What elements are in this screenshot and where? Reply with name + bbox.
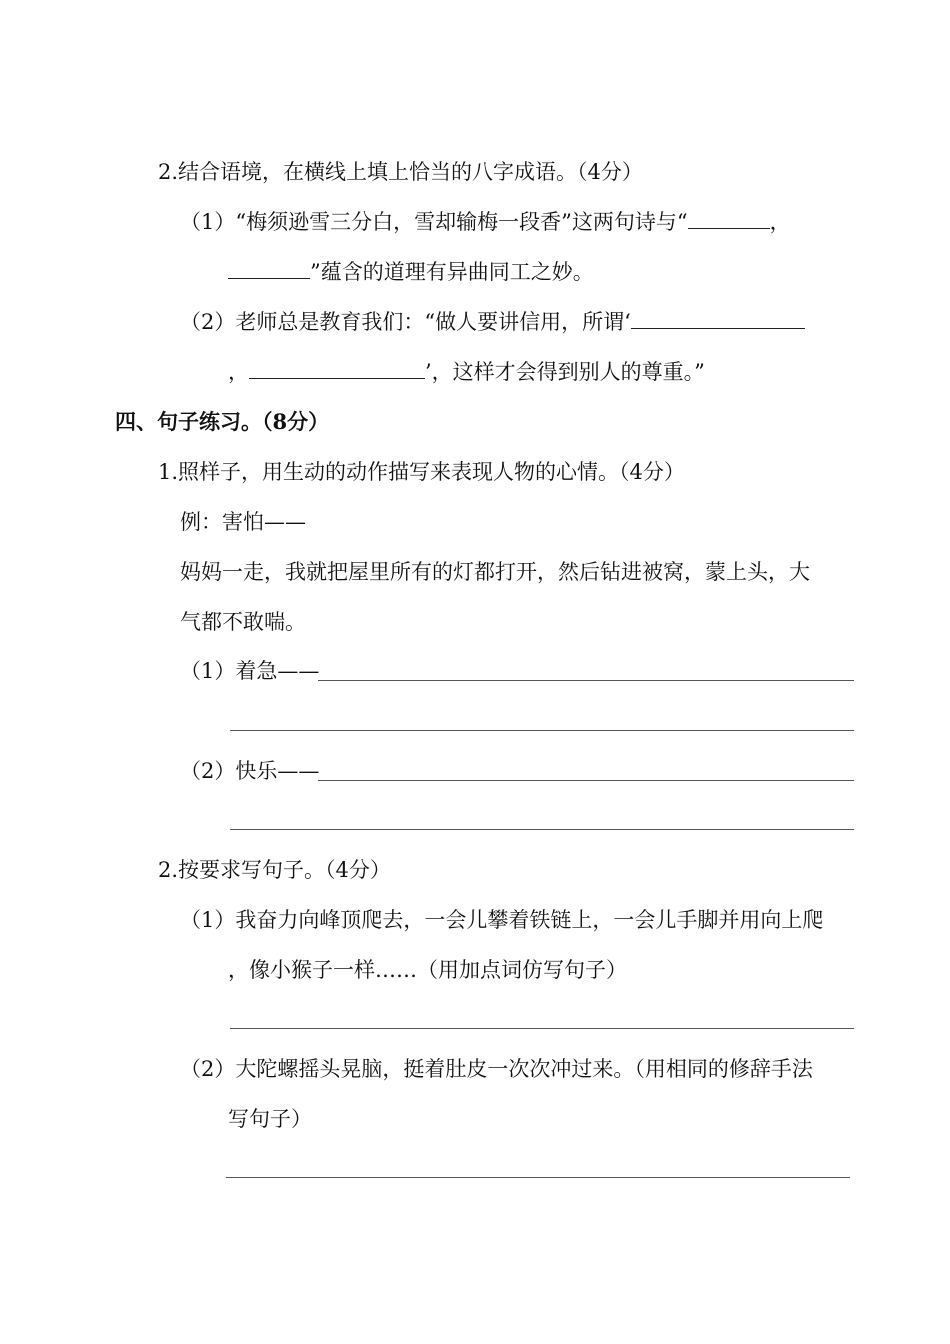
answer-line[interactable] bbox=[226, 1177, 850, 1178]
answer-line[interactable] bbox=[230, 829, 854, 830]
question-title: 2.结合语境，在横线上填上恰当的八字成语。（4分） bbox=[158, 160, 643, 184]
answer-line[interactable] bbox=[318, 680, 854, 681]
part-text: （2）老师总是教育我们：“做人要讲信用，所谓‘ bbox=[180, 310, 631, 334]
question-part-1-line-1 bbox=[180, 207, 791, 237]
fill-blank[interactable] bbox=[631, 310, 805, 329]
fill-blank[interactable] bbox=[249, 360, 425, 379]
answer-line[interactable] bbox=[230, 1028, 854, 1029]
example-text-line-1: 妈妈一走，我就把屋里所有的灯都打开，然后钻进被窝，蒙上头，大 bbox=[180, 560, 810, 584]
part-text: ， bbox=[228, 360, 249, 384]
example-label: 例：害怕—— bbox=[180, 510, 306, 534]
part-text: ， bbox=[769, 210, 791, 234]
answer-item-2-label: （2）快乐—— bbox=[180, 759, 320, 783]
answer-line[interactable] bbox=[230, 730, 854, 731]
answer-item-1-label: （1）着急—— bbox=[180, 659, 320, 683]
question-part-2-line-1 bbox=[180, 307, 805, 337]
question-part-2-line-2 bbox=[228, 357, 705, 387]
fill-blank[interactable] bbox=[228, 260, 310, 279]
question-part-2-line-1: （2）大陀螺摇头晃脑，挺着肚皮一次次冲过来。（用相同的修辞手法 bbox=[180, 1057, 813, 1081]
part-text: ’，这样才会得到别人的尊重。” bbox=[425, 360, 705, 384]
part-text: （1）“梅须逊雪三分白，雪却输梅一段香”这两句诗与“ bbox=[180, 210, 688, 234]
question-part-1-line-2 bbox=[228, 257, 594, 287]
fill-blank[interactable] bbox=[688, 210, 770, 229]
question-part-2-line-2: 写句子） bbox=[228, 1107, 312, 1131]
section-heading: 四、句子练习。（8分） bbox=[115, 409, 330, 434]
example-text-line-2: 气都不敢喘。 bbox=[180, 610, 306, 634]
question-title: 1.照样子，用生动的动作描写来表现人物的心情。（4分） bbox=[158, 460, 685, 484]
question-part-1-line-2: ，像小猴子一样……（用加点词仿写句子） bbox=[228, 958, 627, 982]
answer-line[interactable] bbox=[318, 780, 854, 781]
question-part-1-line-1: （1）我奋力向峰顶爬去，一会儿攀着铁链上，一会儿手脚并用向上爬 bbox=[180, 908, 824, 932]
part-text: ”蕴含的道理有异曲同工之妙。 bbox=[310, 260, 594, 284]
question-title: 2.按要求写句子。（4分） bbox=[158, 858, 391, 882]
